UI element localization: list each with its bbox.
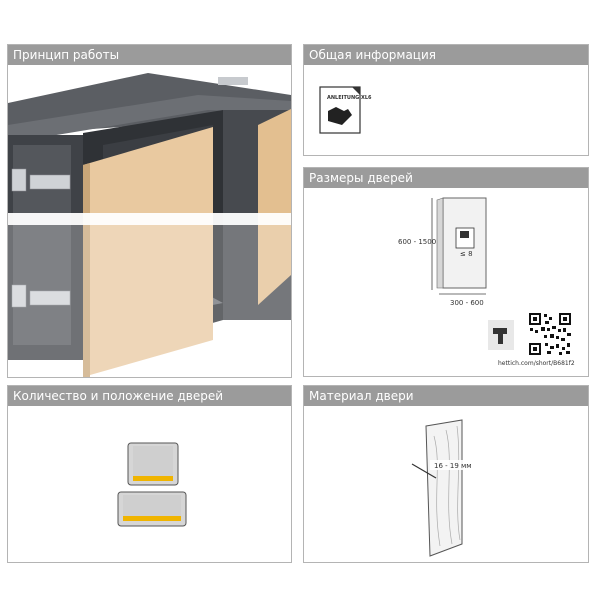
manual-badge: ANLEITUNG XL6 bbox=[327, 95, 372, 101]
door-size-diagram bbox=[304, 188, 590, 376]
principle-title: Принцип работы bbox=[8, 45, 291, 65]
instruction-manual-icon bbox=[318, 81, 372, 137]
door-count-title: Количество и положение дверей bbox=[8, 386, 291, 406]
general-info-panel bbox=[303, 44, 589, 156]
door-material-diagram bbox=[304, 406, 590, 562]
principle-panel bbox=[7, 44, 292, 378]
cabinet-illustration bbox=[8, 65, 291, 377]
door-material-panel bbox=[303, 385, 589, 563]
door-count-panel bbox=[7, 385, 292, 563]
door-size-panel bbox=[303, 167, 589, 377]
qr-link[interactable]: hettich.com/short/B681f2 bbox=[498, 360, 575, 367]
door-material-title: Материал двери bbox=[304, 386, 588, 406]
door-position-diagram bbox=[8, 406, 293, 562]
door-size-title: Размеры дверей bbox=[304, 168, 588, 188]
general-info-title: Общая информация bbox=[304, 45, 588, 65]
door-width-range: 300 - 600 bbox=[450, 299, 484, 307]
qr-code bbox=[528, 312, 572, 356]
limit-value: ≤ 8 bbox=[460, 250, 473, 258]
door-height-range: 600 - 1500 bbox=[398, 238, 437, 246]
door-thickness: 16 - 19 мм bbox=[434, 462, 472, 470]
